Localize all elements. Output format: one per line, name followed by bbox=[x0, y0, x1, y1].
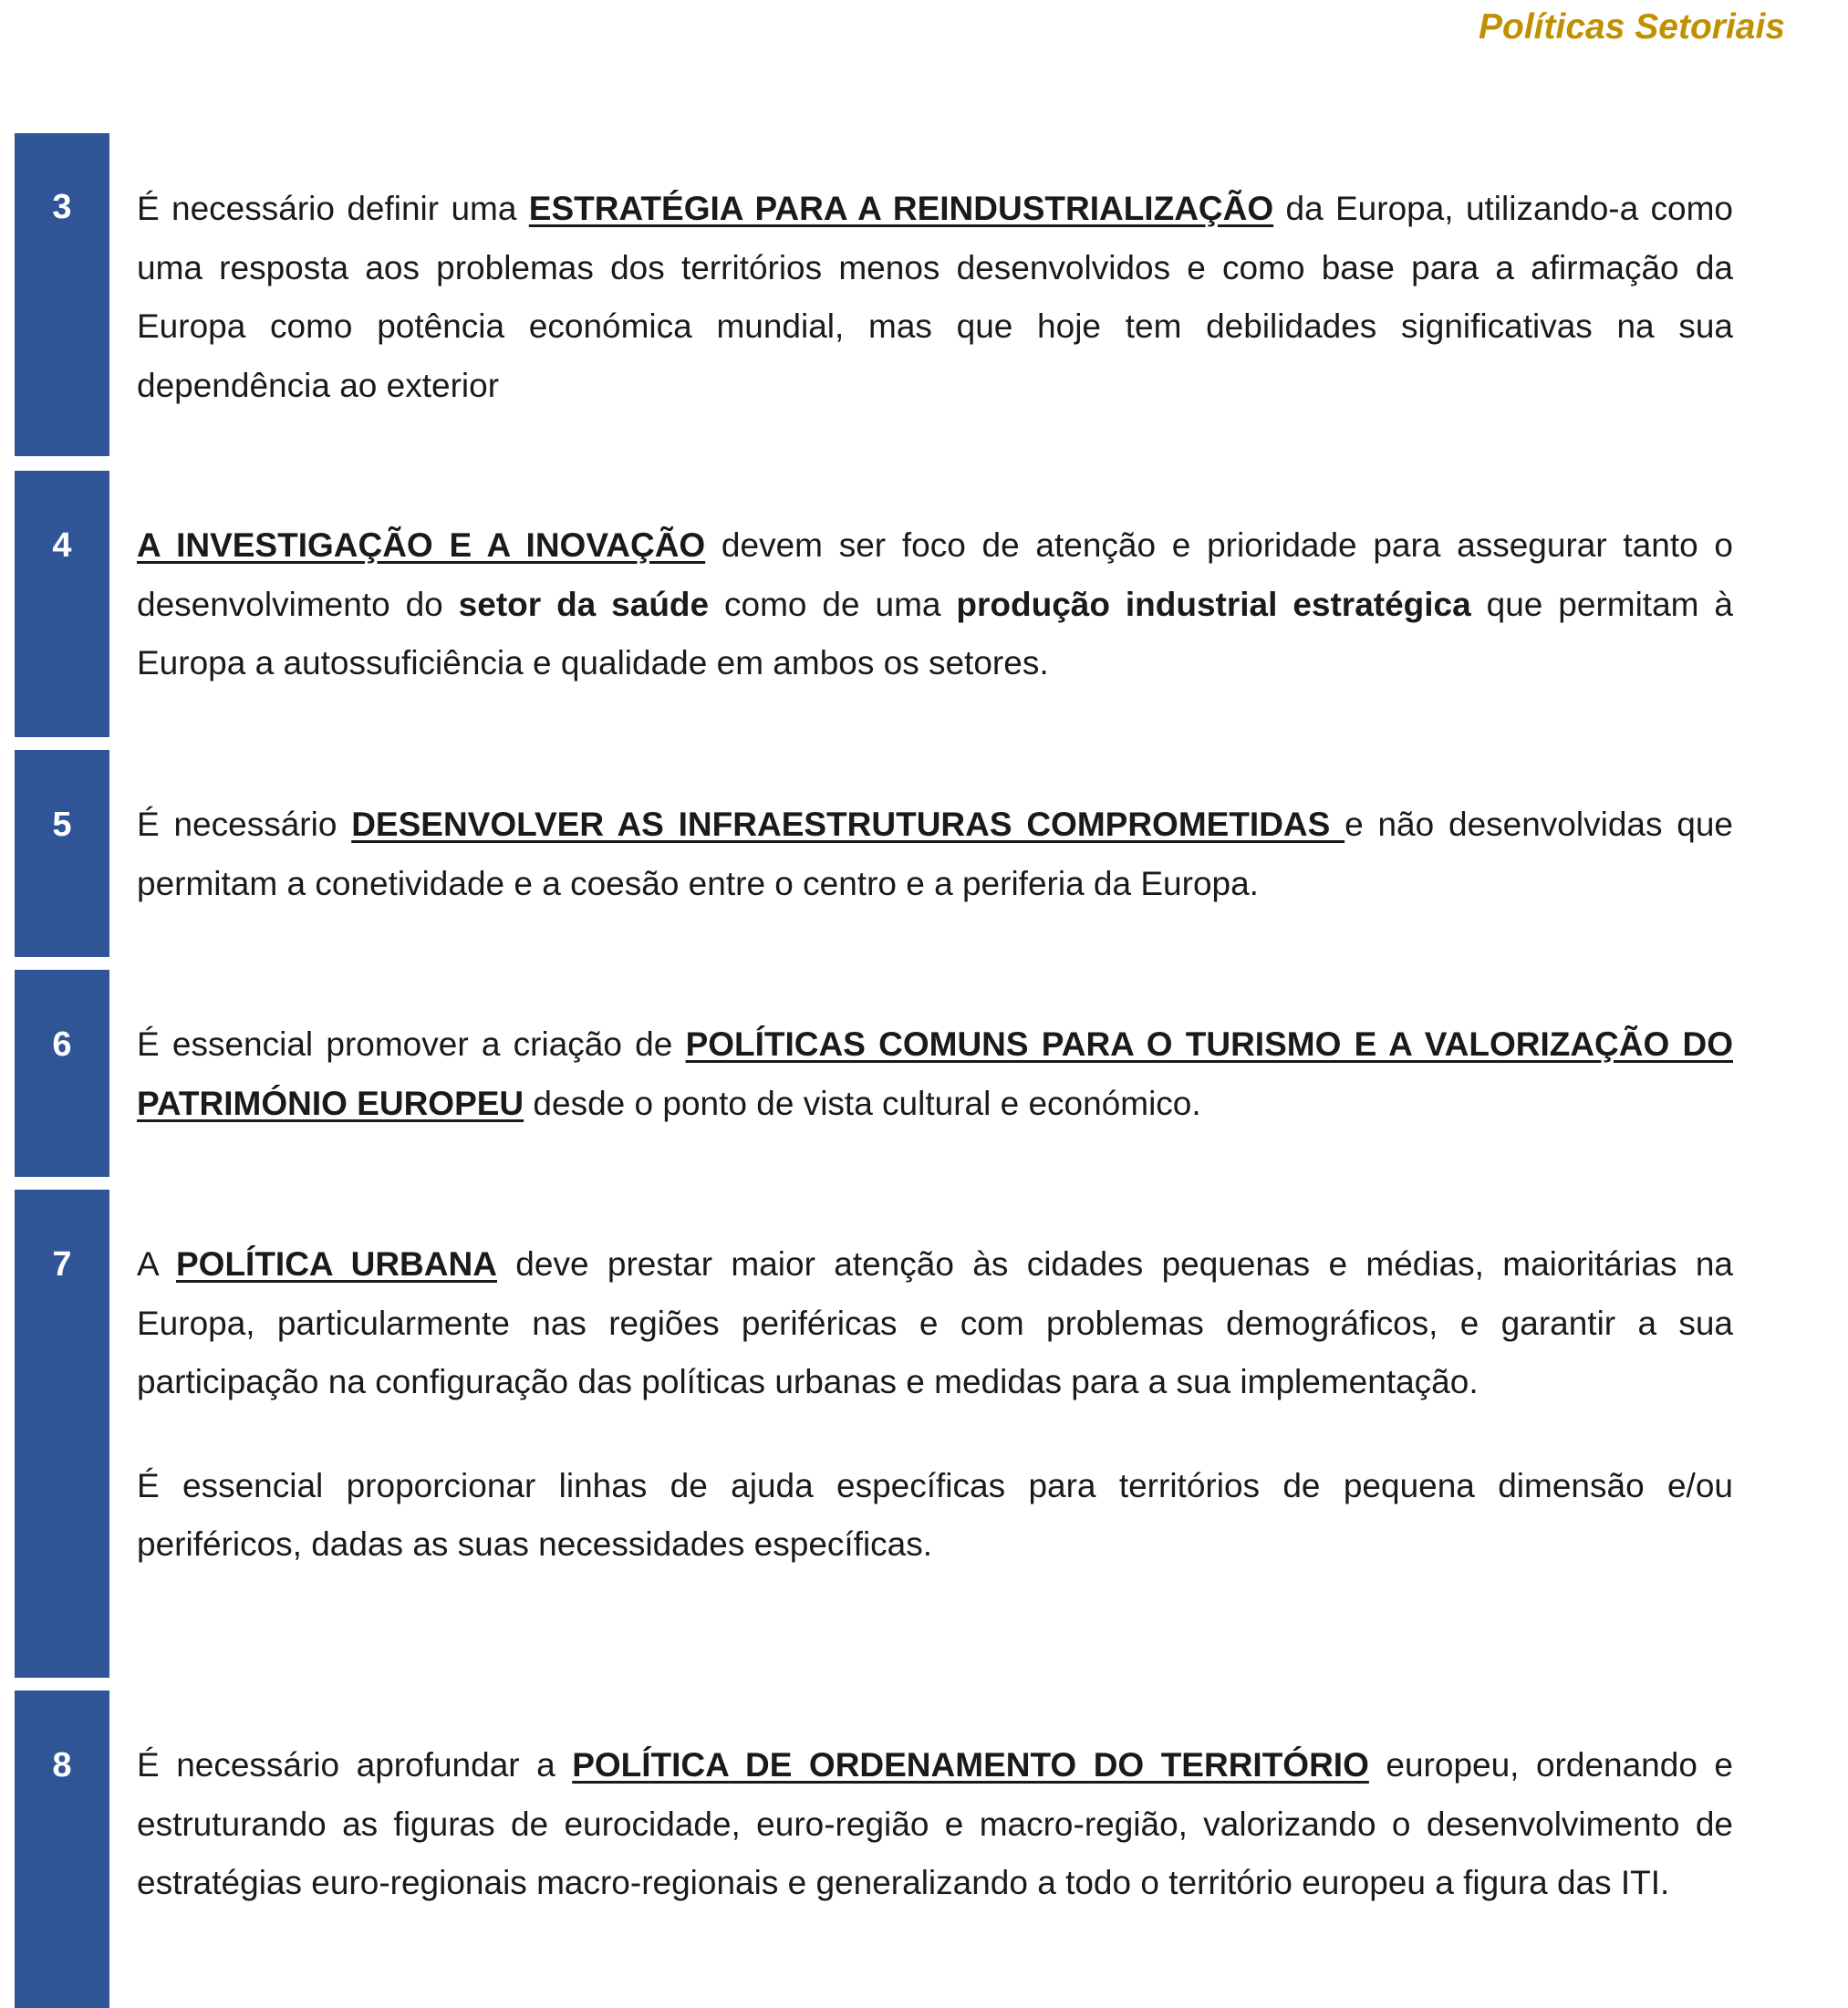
section-paragraph bbox=[137, 516, 1733, 693]
paragraph-text-run: É essencial promover a criação de bbox=[137, 1025, 686, 1063]
paragraph-text-run: deve prestar maior atenção às cidades pequenas e médias, maioritárias na Europa, particularmente nas regiões periféricas e com problemas demográficos, e garantir a sua participação na configuração das políticas urbanas e medidas para a sua implementação. bbox=[137, 1245, 1733, 1400]
section-text bbox=[137, 180, 1733, 415]
paragraph-text-run: É necessário bbox=[137, 806, 352, 843]
paragraph-text-run: e não desenvolvidas que permitam a conetividade e a coesão entre o centro e a periferia da Europa. bbox=[137, 806, 1733, 902]
section-text bbox=[137, 1015, 1733, 1133]
paragraph-text-run: É necessário aprofundar a bbox=[137, 1746, 573, 1784]
section-number: 7 bbox=[52, 1245, 72, 1284]
section-number: 5 bbox=[52, 806, 72, 844]
emphasis-underlined: POLÍTICA DE ORDENAMENTO DO TERRITÓRIO bbox=[572, 1746, 1369, 1784]
section-item bbox=[0, 750, 1848, 957]
section-number: 4 bbox=[52, 526, 72, 565]
section-item bbox=[0, 133, 1848, 456]
paragraph-text-run: como de uma bbox=[709, 585, 957, 623]
emphasis-bold: produção industrial estratégica bbox=[956, 585, 1471, 623]
section-number-bar bbox=[15, 1691, 109, 2008]
paragraph-text-run: europeu, ordenando e estruturando as figuras de eurocidade, euro-região e macro-região, valorizando o desenvolvimento de estratégias euro-regionais macro-regionais e generalizando a todo o território europeu a figura das ITI. bbox=[137, 1746, 1733, 1901]
section-text bbox=[137, 516, 1733, 693]
section-text bbox=[137, 1736, 1733, 1913]
emphasis-underlined: POLÍTICAS COMUNS PARA O TURISMO E A VALORIZAÇÃO DO PATRIMÓNIO EUROPEU bbox=[137, 1025, 1733, 1122]
section-paragraph bbox=[137, 796, 1733, 913]
section-paragraph bbox=[137, 1235, 1733, 1412]
paragraph-text-run: da Europa, utilizando-a como uma resposta aos problemas dos territórios menos desenvolvidos e como base para a afirmação da Europa como potência económica mundial, mas que hoje tem debilidades significativas na sua dependência ao exterior bbox=[137, 190, 1733, 404]
paragraph-text-run: É essencial proporcionar linhas de ajuda específicas para territórios de pequena dimensão e/ou periféricos, dadas as suas necessidades específicas. bbox=[137, 1466, 1733, 1563]
section-number-bar bbox=[15, 750, 109, 957]
paragraph-text-run: que permitam à Europa a autossuficiência e qualidade em ambos os setores. bbox=[137, 585, 1733, 681]
emphasis-underlined: A INVESTIGAÇÃO E A INOVAÇÃO bbox=[137, 526, 706, 564]
section-paragraph bbox=[137, 1736, 1733, 1913]
paragraph-text-run: É necessário definir uma bbox=[137, 190, 529, 227]
paragraph-text-run: desde o ponto de vista cultural e económico. bbox=[524, 1084, 1201, 1122]
section-number: 8 bbox=[52, 1746, 72, 1784]
paragraph-text-run: A bbox=[137, 1245, 176, 1283]
section-number: 3 bbox=[52, 188, 72, 226]
section-number-bar bbox=[15, 1190, 109, 1678]
section-number-bar bbox=[15, 133, 109, 456]
section-number-bar bbox=[15, 471, 109, 737]
section-number-bar bbox=[15, 970, 109, 1177]
emphasis-bold: setor da saúde bbox=[458, 585, 710, 623]
section-item bbox=[0, 970, 1848, 1177]
section-item bbox=[0, 1691, 1848, 2008]
section-text bbox=[137, 1235, 1733, 1575]
section-item bbox=[0, 471, 1848, 737]
section-text bbox=[137, 796, 1733, 913]
section-number: 6 bbox=[52, 1025, 72, 1064]
section-paragraph bbox=[137, 1015, 1733, 1133]
emphasis-underlined: ESTRATÉGIA PARA A REINDUSTRIALIZAÇÃO bbox=[528, 190, 1274, 227]
paragraph-text-run: devem ser foco de atenção e prioridade para assegurar tanto o desenvolvimento do bbox=[137, 526, 1733, 623]
emphasis-underlined: DESENVOLVER AS INFRAESTRUTURAS COMPROMETIDAS bbox=[351, 806, 1345, 843]
section-paragraph bbox=[137, 180, 1733, 415]
page-header-title: Políticas Setoriais bbox=[1479, 7, 1785, 47]
section-item bbox=[0, 1190, 1848, 1678]
emphasis-underlined: POLÍTICA URBANA bbox=[175, 1245, 497, 1283]
section-paragraph bbox=[137, 1457, 1733, 1575]
